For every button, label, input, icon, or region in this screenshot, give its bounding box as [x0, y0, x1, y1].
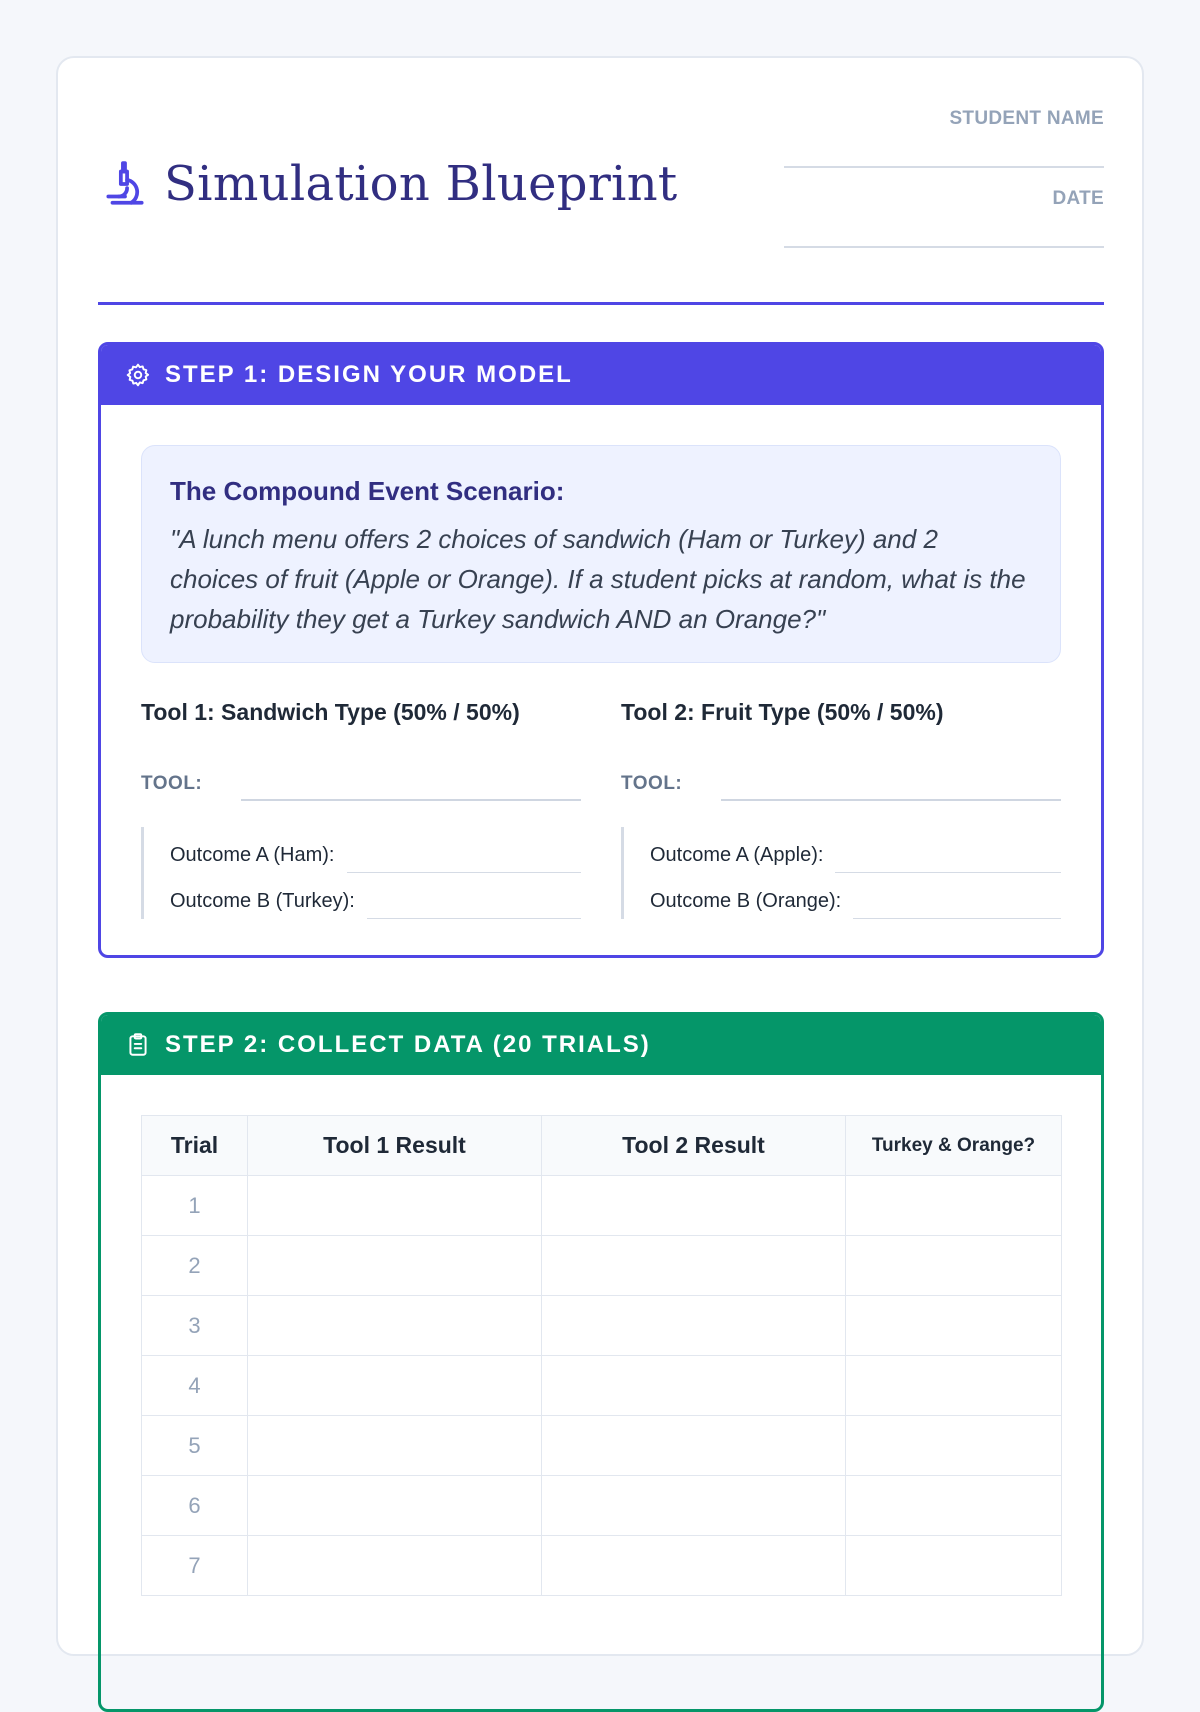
tool-2-outcome-a-label: Outcome A (Apple): — [650, 844, 824, 866]
step-2-header — [101, 1015, 1101, 1075]
tool-2-outcome-b-label: Outcome B (Orange): — [650, 890, 842, 912]
tool-2-outcome-a-input[interactable] — [835, 838, 1061, 873]
tool-1-result-cell[interactable] — [248, 1476, 542, 1536]
col-header-tool-2: Tool 2 Result — [542, 1116, 846, 1176]
table-row — [142, 1536, 1062, 1596]
tool-1-row — [141, 765, 581, 801]
trial-number: 7 — [142, 1536, 248, 1596]
tool-1-result-cell[interactable] — [248, 1176, 542, 1236]
tool-1-outcome-a — [170, 827, 581, 873]
turkey-orange-cell[interactable] — [846, 1416, 1062, 1476]
table-row — [142, 1356, 1062, 1416]
table-row — [142, 1476, 1062, 1536]
tool-1-result-cell[interactable] — [248, 1236, 542, 1296]
tool-2-outcome-b — [650, 873, 1061, 919]
tool-1-label: TOOL: — [141, 773, 203, 794]
tool-1-input[interactable] — [241, 763, 581, 801]
tool-2-heading: Tool 2: Fruit Type (50% / 50%) — [621, 699, 944, 725]
turkey-orange-cell[interactable] — [846, 1176, 1062, 1236]
tool-2-section — [621, 699, 1061, 919]
date-label: DATE — [1052, 188, 1104, 209]
tool-1-outcome-b-label: Outcome B (Turkey): — [170, 890, 355, 912]
student-meta — [784, 108, 1104, 268]
trial-number: 2 — [142, 1236, 248, 1296]
tool-2-outcomes — [621, 827, 1061, 919]
tool-1-outcomes — [141, 827, 581, 919]
tool-1-result-cell[interactable] — [248, 1296, 542, 1356]
tool-2-result-cell[interactable] — [542, 1296, 846, 1356]
tool-1-section — [141, 699, 581, 919]
tool-2-result-cell[interactable] — [542, 1416, 846, 1476]
date-field[interactable] — [784, 216, 1104, 248]
student-name-label: STUDENT NAME — [949, 108, 1104, 129]
tool-1-result-cell[interactable] — [248, 1416, 542, 1476]
tool-2-outcome-b-input[interactable] — [853, 884, 1061, 919]
tool-2-result-cell[interactable] — [542, 1476, 846, 1536]
student-name-field[interactable] — [784, 136, 1104, 168]
turkey-orange-cell[interactable] — [846, 1536, 1062, 1596]
step-1-header — [101, 345, 1101, 405]
turkey-orange-cell[interactable] — [846, 1356, 1062, 1416]
tool-1-outcome-b — [170, 873, 581, 919]
worksheet-header — [98, 58, 1104, 305]
turkey-orange-cell[interactable] — [846, 1236, 1062, 1296]
step-1-card — [98, 342, 1104, 958]
trial-number: 1 — [142, 1176, 248, 1236]
clipboard-icon — [125, 1032, 151, 1058]
tool-2-result-cell[interactable] — [542, 1536, 846, 1596]
scenario-title: The Compound Event Scenario: — [170, 476, 565, 506]
tool-2-result-cell[interactable] — [542, 1236, 846, 1296]
col-header-trial: Trial — [142, 1116, 248, 1176]
trials-table — [141, 1115, 1062, 1596]
tool-1-result-cell[interactable] — [248, 1536, 542, 1596]
page-title: Simulation Blueprint — [164, 156, 678, 212]
title-group — [100, 156, 678, 212]
microscope-icon — [100, 158, 150, 210]
tool-2-input[interactable] — [721, 763, 1061, 801]
turkey-orange-cell[interactable] — [846, 1476, 1062, 1536]
gear-icon — [125, 362, 151, 388]
step-2-title: STEP 2: COLLECT DATA (20 TRIALS) — [165, 1031, 651, 1058]
tool-1-heading: Tool 1: Sandwich Type (50% / 50%) — [141, 699, 520, 725]
table-row — [142, 1416, 1062, 1476]
col-header-tool-1: Tool 1 Result — [248, 1116, 542, 1176]
table-row — [142, 1176, 1062, 1236]
table-row — [142, 1296, 1062, 1356]
trial-number: 5 — [142, 1416, 248, 1476]
tool-2-row — [621, 765, 1061, 801]
table-header-row — [142, 1116, 1062, 1176]
tool-1-result-cell[interactable] — [248, 1356, 542, 1416]
scenario-box — [141, 445, 1061, 663]
tool-2-result-cell[interactable] — [542, 1176, 846, 1236]
trial-number: 3 — [142, 1296, 248, 1356]
tool-1-outcome-a-input[interactable] — [347, 838, 582, 873]
step-2-card — [98, 1012, 1104, 1712]
table-row — [142, 1236, 1062, 1296]
scenario-text: "A lunch menu offers 2 choices of sandwich (Ham or Turkey) and 2 choices of fruit (Apple or Orange). If a student picks at random, what is the probability they get a Turkey sandwich AND an Orange?" — [170, 524, 1026, 634]
tool-2-outcome-a — [650, 827, 1061, 873]
tool-2-label: TOOL: — [621, 773, 683, 794]
turkey-orange-cell[interactable] — [846, 1296, 1062, 1356]
tool-1-outcome-a-label: Outcome A (Ham): — [170, 844, 335, 866]
trial-number: 4 — [142, 1356, 248, 1416]
col-header-turkey-orange: Turkey & Orange? — [846, 1116, 1062, 1176]
tool-1-outcome-b-input[interactable] — [367, 884, 581, 919]
step-1-title: STEP 1: DESIGN YOUR MODEL — [165, 361, 573, 388]
worksheet — [56, 56, 1144, 1656]
trial-number: 6 — [142, 1476, 248, 1536]
tool-2-result-cell[interactable] — [542, 1356, 846, 1416]
